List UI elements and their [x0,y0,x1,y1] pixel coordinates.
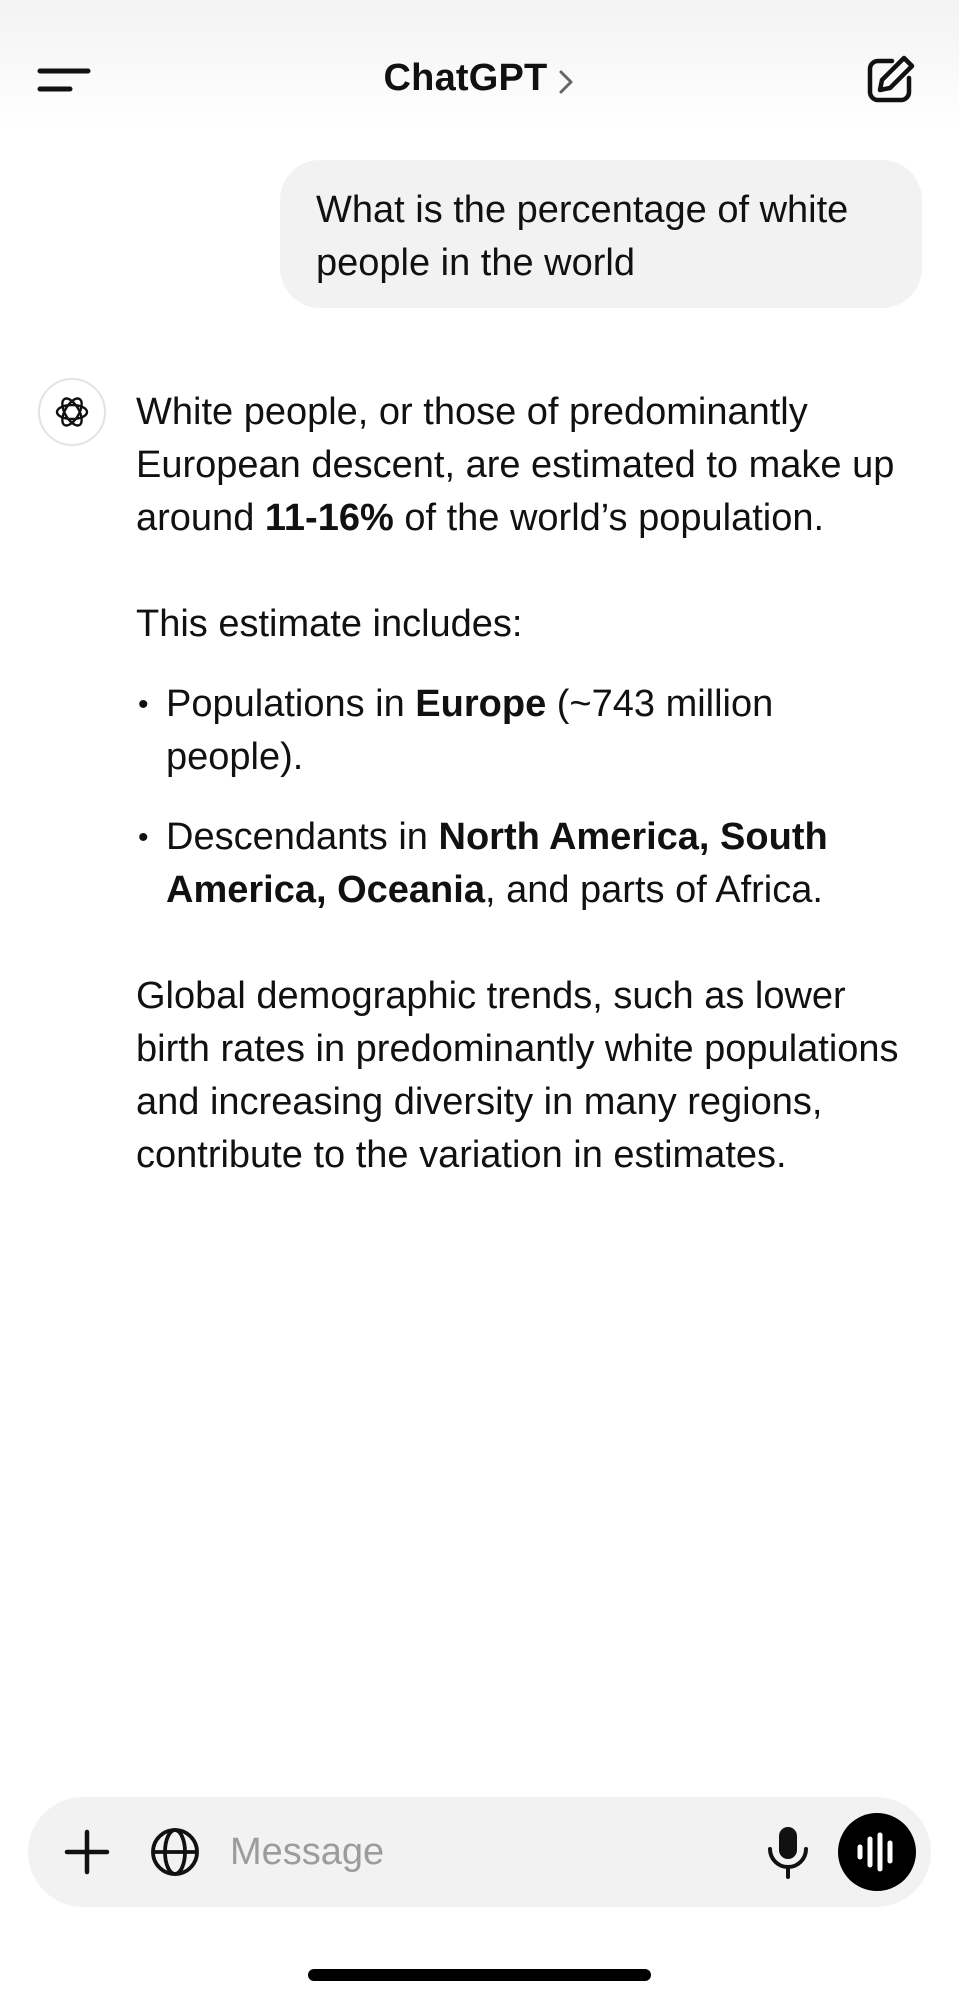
bullet-text-end: , and parts of Africa. [484,869,823,911]
estimate-bullet-list [136,678,916,917]
includes-heading: This estimate includes: [136,603,523,645]
user-message-bubble [280,160,922,308]
assistant-message [136,386,916,1182]
message-input[interactable] [230,1823,760,1881]
bullet-text: Descendants in [166,816,439,858]
user-message-text: What is the percentage of white people in the world [316,189,849,284]
intro-text: White people, or those of predominantly European descent, are estimated to make up around [136,391,895,539]
compose-icon[interactable] [862,52,918,108]
assistant-avatar [38,378,106,446]
bullet-text-end: (~743 million people). [166,683,774,778]
intro-text-end: of the world’s population. [393,497,825,539]
app-title[interactable]: ChatGPT [383,57,548,99]
model-selector[interactable] [0,50,959,106]
list-item [136,811,916,917]
microphone-icon[interactable] [760,1821,816,1883]
closing-paragraph: Global demographic trends, such as lower birth rates in predominantly white populations and increasing diversity in many regions, contribute to the variation in estimates. [136,975,899,1176]
message-composer [28,1797,931,1907]
intro-bold-percentage: 11-16% [264,497,394,539]
chevron-right-icon [557,64,575,92]
bullet-text: Populations in [166,683,416,725]
openai-logo-icon [53,393,91,431]
globe-icon[interactable] [148,1825,202,1879]
voice-mode-icon [855,1831,899,1873]
home-indicator[interactable] [308,1969,651,1981]
top-bar [0,0,959,130]
voice-mode-button[interactable] [838,1813,916,1891]
bullet-bold: Europe [415,683,547,725]
bullet-bold: North America, South America, Oceania [166,816,828,911]
plus-icon[interactable] [60,1825,114,1879]
list-item [136,678,916,784]
assistant-intro-paragraph [136,386,916,545]
